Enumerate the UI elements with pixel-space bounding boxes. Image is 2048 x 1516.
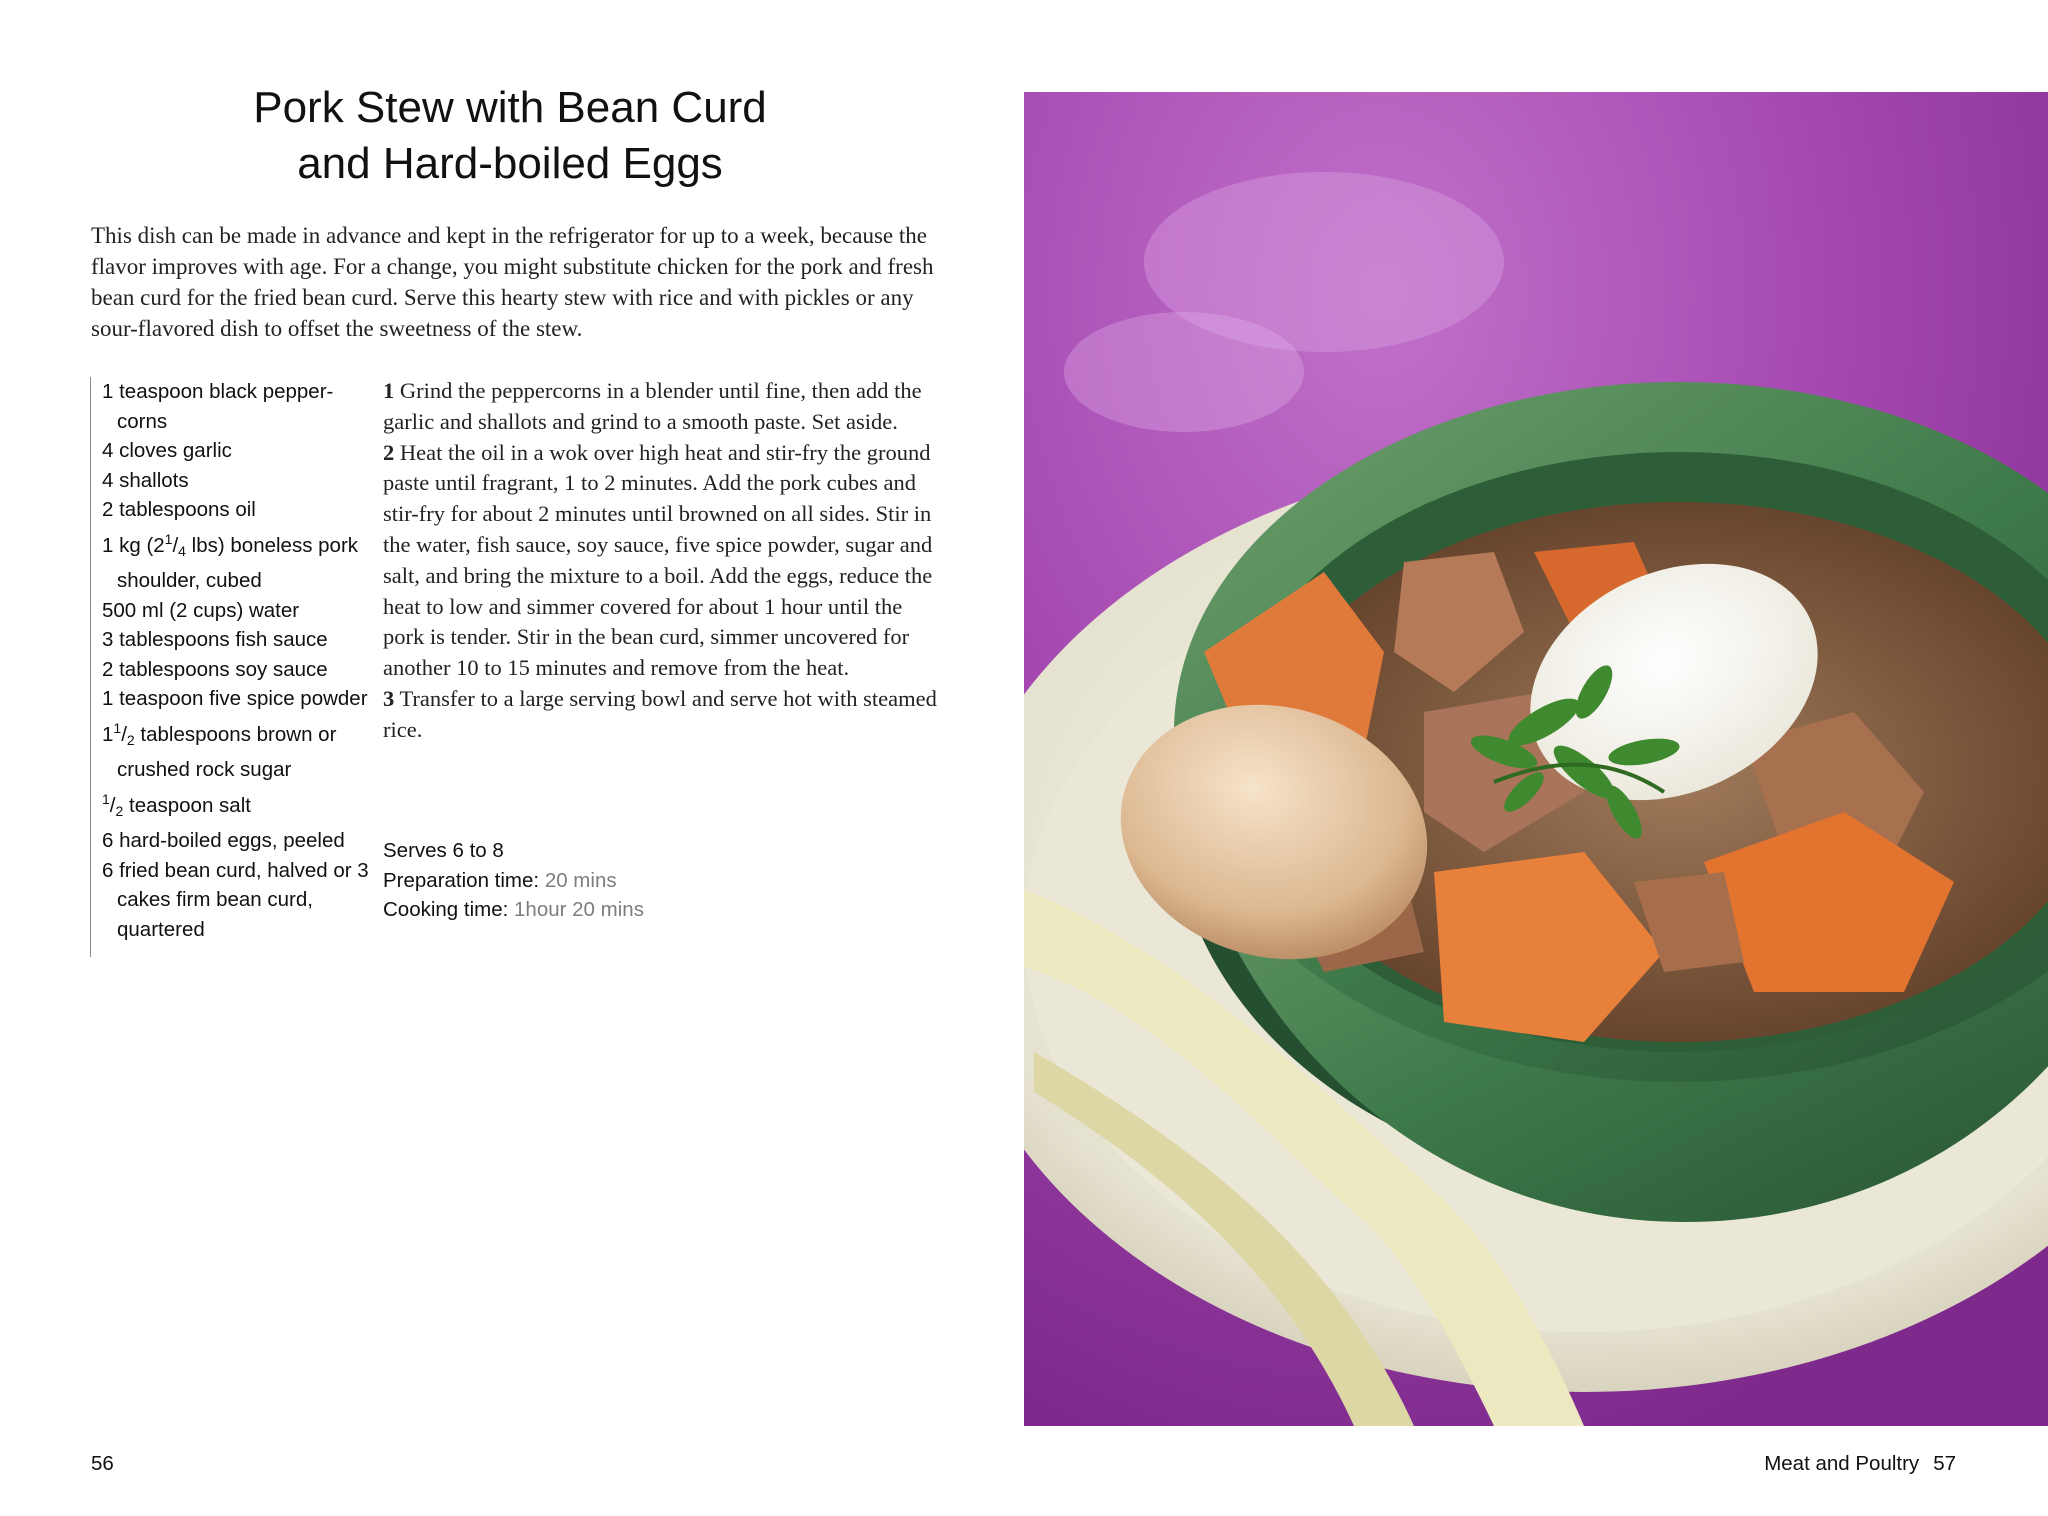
ingredient-pre: 1 kg (2 — [102, 533, 165, 557]
stew-bowl-illustration — [1024, 92, 2048, 1426]
page-footer-right — [1764, 1452, 1956, 1476]
ingredient-post: tablespoons brown or crushed rock sugar — [117, 722, 337, 781]
recipe-title-line-2: and Hard-boiled Eggs — [297, 139, 723, 188]
ingredient-item: 3 tablespoons fish sauce — [102, 628, 328, 651]
ingredient-item — [102, 785, 372, 827]
ingredient-item: 1 teaspoon five spice powder — [102, 687, 368, 710]
serves-text: Serves 6 to 8 — [383, 839, 504, 862]
step-number: 1 — [383, 378, 395, 403]
ingredient-slash: / — [109, 793, 116, 817]
method-steps — [383, 376, 943, 746]
recipe-intro: This dish can be made in advance and kept in the refrigerator for up to a week, because the flavor improves with age. For a change, you might substitute chicken for the pork and fresh bean curd for the fried bean curd. Serve this hearty stew with rice and with pickles or any sour-flavored dish to offset the sweetness of the stew. — [91, 223, 934, 341]
recipe-meta — [383, 836, 783, 925]
ingredient-num: 1 — [164, 530, 173, 547]
ingredient-item: 4 cloves garlic — [102, 439, 232, 462]
ingredient-item: 1 teaspoon black pepper- corns — [102, 380, 334, 433]
ingredients-list — [90, 377, 372, 957]
prep-time — [383, 866, 783, 896]
step-number: 2 — [383, 439, 395, 465]
step-text: Heat the oil in a wok over high heat and stir-fry the ground paste until fragrant, 1 to 2 minutes. Add the pork cubes and stir-fry for about 2 minutes until browned on all sides. Stir in the water, fish sauce, soy sauce, five spice powder, sugar and salt, and bring the mixture to a boil. Add the eggs, reduce the heat to low and simmer covered for about 1 hour until the pork is tender. Stir in the bean curd, simmer uncovered for another 10 to 15 minutes and remove from the heat. — [383, 439, 933, 681]
food-photo — [1024, 92, 2048, 1426]
ingredient-den: 4 — [178, 542, 186, 559]
ingredient-post: teaspoon salt — [123, 793, 251, 817]
ingredient-post: lbs) boneless pork shoulder, cubed — [117, 533, 359, 592]
page-number-right: 57 — [1933, 1452, 1956, 1475]
prep-time-value: 20 mins — [544, 868, 617, 892]
ingredient-item: 6 fried bean curd, halved or 3 cakes firm bean curd, quartered — [102, 858, 369, 941]
ingredient-item: 6 hard-boiled eggs, peeled — [102, 829, 345, 852]
method-step — [383, 684, 943, 746]
method-step — [383, 438, 943, 684]
ingredient-item — [102, 525, 372, 596]
ingredient-item: 4 shallots — [102, 468, 189, 492]
ingredient-den: 2 — [126, 731, 135, 748]
step-number: 3 — [383, 685, 395, 711]
recipe-title — [90, 80, 930, 192]
cook-time-label: Cooking time: — [383, 898, 515, 921]
prep-time-label: Preparation time: — [383, 868, 545, 892]
ingredient-num: 1 — [113, 719, 122, 736]
cook-time-value: 1hour 20 mins — [514, 898, 644, 921]
recipe-title-line-1: Pork Stew with Bean Curd — [253, 83, 767, 132]
step-text: Transfer to a large serving bowl and serve hot with steamed rice. — [383, 685, 937, 742]
ingredient-pre: 1 — [102, 722, 114, 746]
left-page — [0, 0, 1020, 1516]
ingredient-den: 2 — [115, 802, 124, 819]
ingredient-item: 2 tablespoons soy sauce — [102, 657, 328, 681]
ingredient-slash: / — [121, 722, 127, 746]
ingredient-item: 2 tablespoons oil — [102, 498, 256, 521]
step-text: Grind the peppercorns in a blender until fine, then add the garlic and shallots and grind to a smooth paste. Set aside. — [383, 378, 922, 434]
page-number-left: 56 — [91, 1452, 114, 1475]
ingredient-num: 1 — [102, 790, 110, 807]
ingredient-slash: / — [172, 533, 179, 557]
ingredient-item: 500 ml (2 cups) water — [102, 598, 300, 622]
cook-time — [383, 895, 783, 925]
method-step — [383, 376, 943, 438]
section-name: Meat and Poultry — [1764, 1452, 1920, 1475]
ingredient-item — [102, 714, 372, 785]
